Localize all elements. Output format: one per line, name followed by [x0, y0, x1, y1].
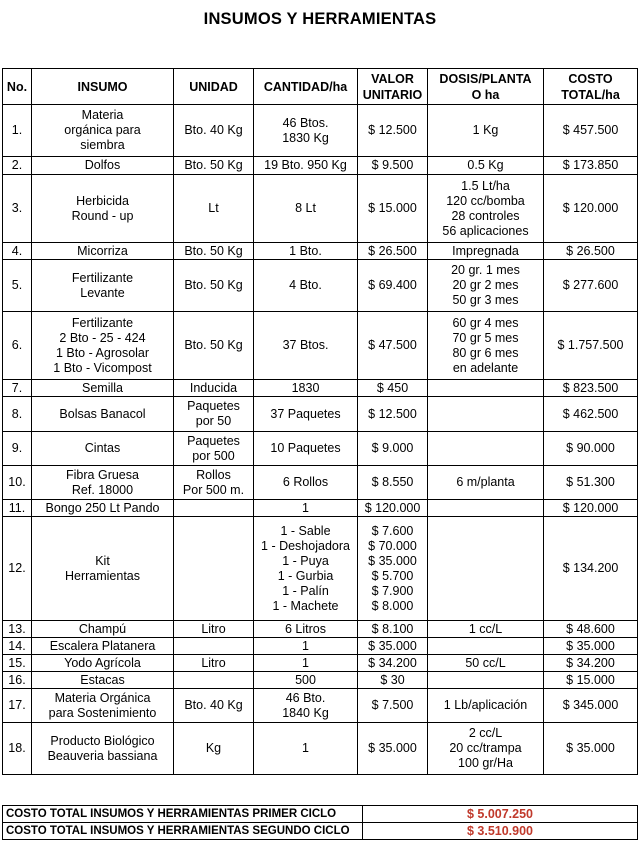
insumos-table: [2, 68, 638, 775]
cell-no: 11.: [3, 500, 32, 517]
cell-insumo: Materia Orgánica para Sostenimiento: [32, 689, 174, 723]
cell-costo: $ 35.000: [544, 638, 638, 655]
cell-valor: $ 7.500: [358, 689, 428, 723]
cell-costo: $ 823.500: [544, 380, 638, 397]
cell-dosis: [428, 432, 544, 466]
header-dosis: DOSIS/PLANTA O ha: [428, 69, 544, 105]
cell-unidad: [174, 638, 254, 655]
cell-insumo: Bongo 250 Lt Pando: [32, 500, 174, 517]
cell-no: 7.: [3, 380, 32, 397]
cell-costo: $ 173.850: [544, 157, 638, 175]
table-header-row: [3, 69, 638, 105]
table-row: [3, 105, 638, 157]
cell-dosis: 50 cc/L: [428, 655, 544, 672]
cell-costo: $ 462.500: [544, 397, 638, 432]
cell-insumo: Materia orgánica para siembra: [32, 105, 174, 157]
cell-unidad: Rollos Por 500 m.: [174, 466, 254, 500]
cell-no: 2.: [3, 157, 32, 175]
table-row: [3, 655, 638, 672]
cell-dosis: [428, 517, 544, 621]
cell-unidad: Bto. 50 Kg: [174, 260, 254, 312]
cell-unidad: Paquetes por 500: [174, 432, 254, 466]
cell-no: 18.: [3, 723, 32, 775]
header-insumo: INSUMO: [32, 69, 174, 105]
cell-dosis: [428, 397, 544, 432]
cell-dosis: 0.5 Kg: [428, 157, 544, 175]
cell-unidad: Litro: [174, 621, 254, 638]
cell-no: 5.: [3, 260, 32, 312]
page-title: INSUMOS Y HERRAMIENTAS: [203, 10, 437, 28]
cell-insumo: Estacas: [32, 672, 174, 689]
cell-valor: $ 9.500: [358, 157, 428, 175]
cell-cantidad: 1830: [254, 380, 358, 397]
cell-dosis: 2 cc/L 20 cc/trampa 100 gr/Ha: [428, 723, 544, 775]
cell-insumo: Fibra Gruesa Ref. 18000: [32, 466, 174, 500]
cell-unidad: Inducida: [174, 380, 254, 397]
cell-dosis: [428, 672, 544, 689]
cell-no: 12.: [3, 517, 32, 621]
cell-valor: $ 120.000: [358, 500, 428, 517]
cell-no: 10.: [3, 466, 32, 500]
cell-insumo: Yodo Agrícola: [32, 655, 174, 672]
cell-insumo: Producto Biológico Beauveria bassiana: [32, 723, 174, 775]
cell-valor: $ 34.200: [358, 655, 428, 672]
table-row: [3, 175, 638, 243]
cell-valor: $ 12.500: [358, 397, 428, 432]
cell-dosis: [428, 380, 544, 397]
cell-no: 3.: [3, 175, 32, 243]
cell-insumo: Semilla: [32, 380, 174, 397]
cell-costo: $ 51.300: [544, 466, 638, 500]
header-valor: VALOR UNITARIO: [358, 69, 428, 105]
cell-valor: $ 47.500: [358, 312, 428, 380]
cell-insumo: Cintas: [32, 432, 174, 466]
cell-cantidad: 37 Btos.: [254, 312, 358, 380]
table-row: [3, 466, 638, 500]
cell-valor: $ 35.000: [358, 638, 428, 655]
cell-insumo: Bolsas Banacol: [32, 397, 174, 432]
table-row: [3, 723, 638, 775]
cell-costo: $ 35.000: [544, 723, 638, 775]
cell-cantidad: 1: [254, 723, 358, 775]
table-row: [3, 689, 638, 723]
cell-valor: $ 8.550: [358, 466, 428, 500]
cell-no: 4.: [3, 243, 32, 260]
cell-valor: $ 7.600 $ 70.000 $ 35.000 $ 5.700 $ 7.900 $ 8.000: [358, 517, 428, 621]
cell-insumo: Kit Herramientas: [32, 517, 174, 621]
cell-costo: $ 120.000: [544, 500, 638, 517]
cell-dosis: 1 Lb/aplicación: [428, 689, 544, 723]
cell-cantidad: 1: [254, 655, 358, 672]
cell-costo: $ 26.500: [544, 243, 638, 260]
table-row: [3, 157, 638, 175]
cell-insumo: Herbicida Round - up: [32, 175, 174, 243]
cell-no: 14.: [3, 638, 32, 655]
header-costo: COSTO TOTAL/ha: [544, 69, 638, 105]
cell-unidad: Litro: [174, 655, 254, 672]
cell-unidad: Kg: [174, 723, 254, 775]
table-body: [3, 105, 638, 775]
cell-cantidad: 6 Rollos: [254, 466, 358, 500]
cell-no: 9.: [3, 432, 32, 466]
table-row: [3, 380, 638, 397]
cell-cantidad: 1 - Sable 1 - Deshojadora 1 - Puya 1 - Gurbia 1 - Palín 1 - Machete: [254, 517, 358, 621]
table-row: [3, 397, 638, 432]
table-row: [3, 243, 638, 260]
cell-valor: $ 450: [358, 380, 428, 397]
cell-insumo: Dolfos: [32, 157, 174, 175]
cell-valor: $ 26.500: [358, 243, 428, 260]
table-row: [3, 312, 638, 380]
cell-unidad: [174, 500, 254, 517]
total-row-segundo-ciclo: [3, 823, 638, 840]
cell-dosis: 60 gr 4 mes 70 gr 5 mes 80 gr 6 mes en adelante: [428, 312, 544, 380]
cell-no: 6.: [3, 312, 32, 380]
cell-cantidad: 1: [254, 638, 358, 655]
header-unidad: UNIDAD: [174, 69, 254, 105]
cell-cantidad: 46 Btos. 1830 Kg: [254, 105, 358, 157]
cell-costo: $ 457.500: [544, 105, 638, 157]
cell-insumo: Champú: [32, 621, 174, 638]
cell-cantidad: 1: [254, 500, 358, 517]
cell-dosis: 20 gr. 1 mes 20 gr 2 mes 50 gr 3 mes: [428, 260, 544, 312]
cell-unidad: Bto. 50 Kg: [174, 157, 254, 175]
table-row: [3, 621, 638, 638]
cell-unidad: Bto. 50 Kg: [174, 243, 254, 260]
total-label: COSTO TOTAL INSUMOS Y HERRAMIENTAS PRIMER CICLO: [3, 806, 363, 823]
cell-cantidad: 1 Bto.: [254, 243, 358, 260]
cell-cantidad: 500: [254, 672, 358, 689]
cell-insumo: Escalera Platanera: [32, 638, 174, 655]
cell-costo: $ 277.600: [544, 260, 638, 312]
cell-costo: $ 134.200: [544, 517, 638, 621]
cell-dosis: Impregnada: [428, 243, 544, 260]
header-no: No.: [3, 69, 32, 105]
cell-cantidad: 4 Bto.: [254, 260, 358, 312]
table-row: [3, 517, 638, 621]
total-row-primer-ciclo: [3, 806, 638, 823]
cell-unidad: Paquetes por 50: [174, 397, 254, 432]
cell-costo: $ 120.000: [544, 175, 638, 243]
table-row: [3, 672, 638, 689]
cell-valor: $ 8.100: [358, 621, 428, 638]
cell-cantidad: 19 Bto. 950 Kg: [254, 157, 358, 175]
cell-cantidad: 37 Paquetes: [254, 397, 358, 432]
cell-unidad: Bto. 40 Kg: [174, 689, 254, 723]
cell-insumo: Micorriza: [32, 243, 174, 260]
cell-cantidad: 8 Lt: [254, 175, 358, 243]
cell-costo: $ 48.600: [544, 621, 638, 638]
cell-unidad: [174, 672, 254, 689]
cell-cantidad: 46 Bto. 1840 Kg: [254, 689, 358, 723]
cell-dosis: 1.5 Lt/ha 120 cc/bomba 28 controles 56 aplicaciones: [428, 175, 544, 243]
cell-no: 16.: [3, 672, 32, 689]
cell-cantidad: 6 Litros: [254, 621, 358, 638]
cell-no: 1.: [3, 105, 32, 157]
header-cantidad: CANTIDAD/ha: [254, 69, 358, 105]
cell-no: 15.: [3, 655, 32, 672]
cell-valor: $ 12.500: [358, 105, 428, 157]
cell-dosis: 1 cc/L: [428, 621, 544, 638]
cell-no: 13.: [3, 621, 32, 638]
cell-unidad: Bto. 40 Kg: [174, 105, 254, 157]
cell-valor: $ 15.000: [358, 175, 428, 243]
cell-valor: $ 69.400: [358, 260, 428, 312]
cell-costo: $ 15.000: [544, 672, 638, 689]
cell-no: 17.: [3, 689, 32, 723]
cell-cantidad: 10 Paquetes: [254, 432, 358, 466]
cell-insumo: Fertilizante 2 Bto - 25 - 424 1 Bto - Agrosolar 1 Bto - Vicompost: [32, 312, 174, 380]
total-label: COSTO TOTAL INSUMOS Y HERRAMIENTAS SEGUNDO CICLO: [3, 823, 363, 840]
cell-unidad: [174, 517, 254, 621]
total-value: $ 5.007.250: [363, 806, 638, 823]
total-value: $ 3.510.900: [363, 823, 638, 840]
cell-costo: $ 1.757.500: [544, 312, 638, 380]
cell-valor: $ 9.000: [358, 432, 428, 466]
cell-insumo: Fertilizante Levante: [32, 260, 174, 312]
cell-costo: $ 90.000: [544, 432, 638, 466]
totals-table: [2, 805, 638, 840]
table-row: [3, 638, 638, 655]
table-row: [3, 432, 638, 466]
cell-valor: $ 30: [358, 672, 428, 689]
cell-costo: $ 345.000: [544, 689, 638, 723]
cell-unidad: Lt: [174, 175, 254, 243]
cell-dosis: [428, 500, 544, 517]
cell-dosis: [428, 638, 544, 655]
cell-no: 8.: [3, 397, 32, 432]
cell-dosis: 1 Kg: [428, 105, 544, 157]
table-row: [3, 500, 638, 517]
cell-unidad: Bto. 50 Kg: [174, 312, 254, 380]
table-row: [3, 260, 638, 312]
cell-costo: $ 34.200: [544, 655, 638, 672]
cell-valor: $ 35.000: [358, 723, 428, 775]
cell-dosis: 6 m/planta: [428, 466, 544, 500]
